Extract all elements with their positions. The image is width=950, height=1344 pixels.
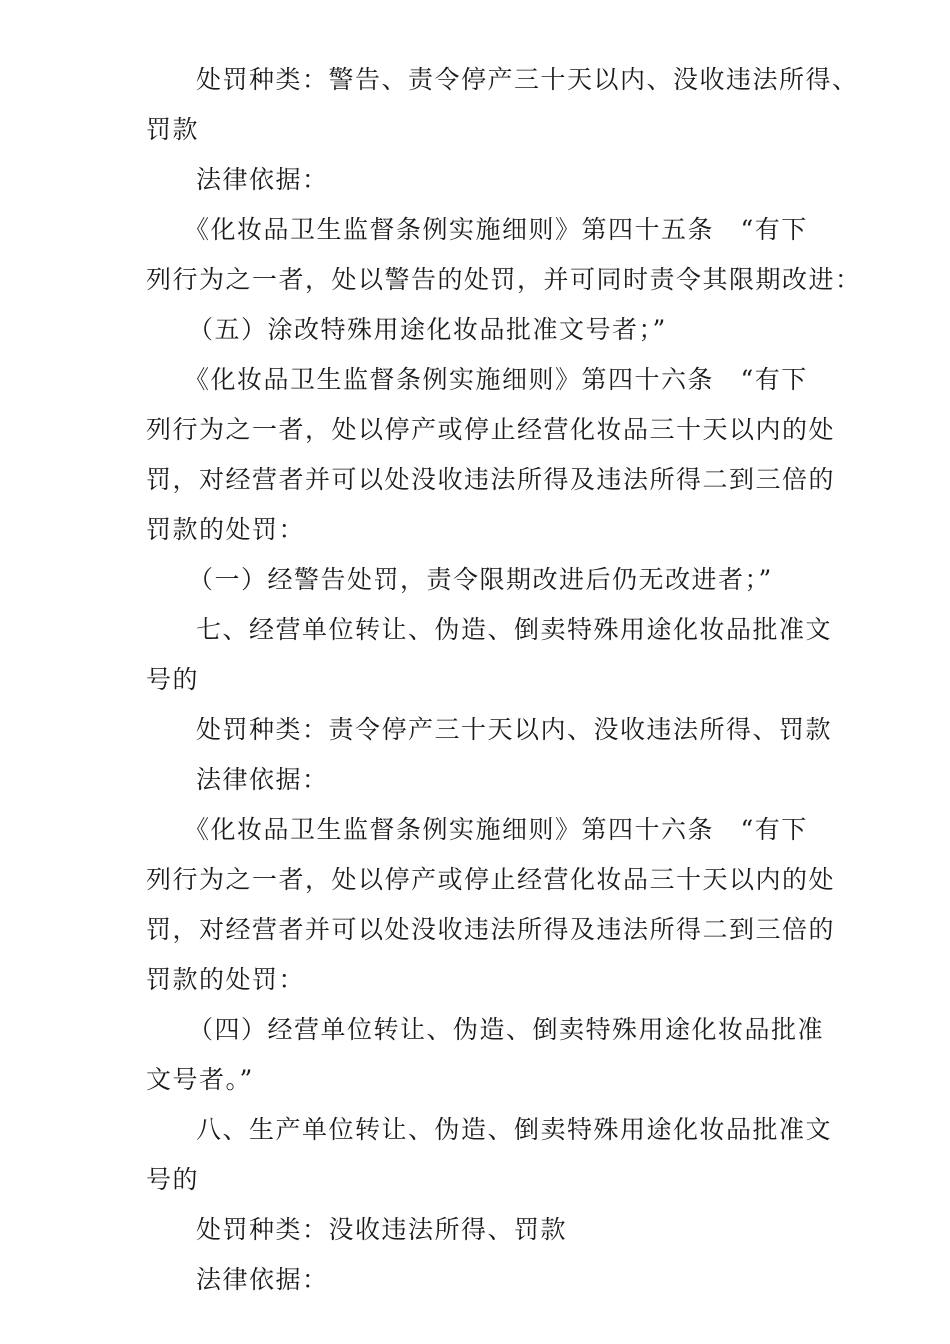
clause-item: （一）经警告处罚，责令限期改进后仍无改进者；” — [188, 565, 773, 594]
clause-item: （五）涂改特殊用途化妆品批准文号者；” — [188, 315, 667, 344]
citation-line: 《化妆品卫生监督条例实施细则》第四十六条 “有下 — [184, 365, 808, 394]
citation-line: 《化妆品卫生监督条例实施细则》第四十六条 “有下 — [184, 815, 808, 844]
citation-line-cont: 罚款的处罚： — [146, 965, 306, 994]
citation-line-cont: 罚，对经营者并可以处没收违法所得及违法所得二到三倍的 — [146, 915, 836, 944]
legal-basis-heading: 法律依据： — [196, 765, 329, 794]
section-heading-cont: 号的 — [146, 1165, 200, 1194]
section-heading: 八、生产单位转让、伪造、倒卖特殊用途化妆品批准文 — [196, 1115, 833, 1144]
penalty-type-line: 处罚种类：责令停产三十天以内、没收违法所得、罚款 — [196, 715, 833, 744]
citation-line: 《化妆品卫生监督条例实施细则》第四十五条 “有下 — [184, 215, 808, 244]
citation-line-cont: 列行为之一者，处以停产或停止经营化妆品三十天以内的处 — [146, 415, 836, 444]
penalty-type-line: 处罚种类：没收违法所得、罚款 — [196, 1215, 568, 1244]
citation-line-cont: 罚款的处罚： — [146, 515, 306, 544]
legal-basis-heading: 法律依据： — [196, 165, 329, 194]
clause-item-cont: 文号者。” — [146, 1065, 254, 1094]
citation-line-cont: 列行为之一者，处以停产或停止经营化妆品三十天以内的处 — [146, 865, 836, 894]
penalty-type-line-cont: 罚款 — [146, 115, 200, 144]
section-heading: 七、经营单位转让、伪造、倒卖特殊用途化妆品批准文 — [196, 615, 833, 644]
clause-item: （四）经营单位转让、伪造、倒卖特殊用途化妆品批准 — [188, 1015, 825, 1044]
section-heading-cont: 号的 — [146, 665, 200, 694]
penalty-type-line: 处罚种类：警告、责令停产三十天以内、没收违法所得、 — [196, 65, 859, 94]
citation-line-cont: 列行为之一者，处以警告的处罚，并可同时责令其限期改进： — [146, 265, 862, 294]
citation-line-cont: 罚，对经营者并可以处没收违法所得及违法所得二到三倍的 — [146, 465, 836, 494]
legal-basis-heading: 法律依据： — [196, 1265, 329, 1294]
